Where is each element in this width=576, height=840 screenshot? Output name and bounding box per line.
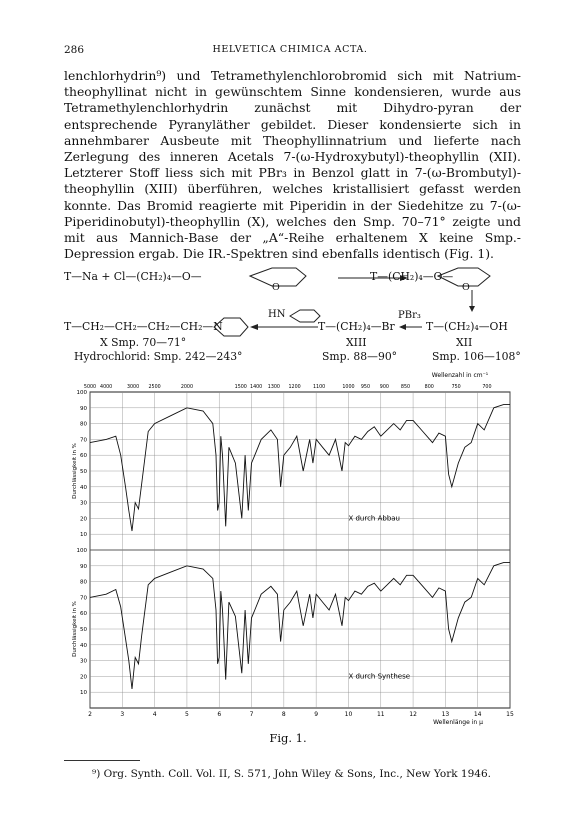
y-tick-label: 60 (80, 453, 87, 460)
x-tick-label: 12 (409, 711, 417, 718)
xiii-formula: T—(CH₂)₄—Br (318, 320, 395, 333)
body-text (64, 68, 521, 262)
chart-grid (90, 392, 510, 708)
piperidine-ring-small (290, 310, 320, 322)
x-formula: T—CH₂—CH₂—CH₂—CH₂—N (64, 320, 223, 333)
top-tick-label: 1300 (267, 385, 281, 390)
xii-label: XII (456, 336, 473, 349)
x-tick-label: 10 (344, 711, 353, 718)
x-tick-label: 14 (473, 711, 482, 718)
y-tick-label: 20 (80, 674, 87, 681)
y-tick-label: 70 (80, 437, 87, 444)
xii-mp: Smp. 106—108° (432, 350, 521, 363)
journal-title: HELVETICA CHIMICA ACTA. (212, 44, 368, 55)
figure-caption: Fig. 1. (269, 731, 307, 745)
x-tick-label: 13 (441, 711, 450, 718)
chart-ticks (77, 384, 514, 718)
top-tick-label: 1100 (312, 385, 326, 390)
y-tick-label: 10 (80, 690, 87, 697)
x-tick-label: 11 (376, 711, 385, 718)
x-label: X Smp. 70—71° (100, 336, 187, 349)
page-number: 286 (64, 44, 85, 56)
xii-formula: T—(CH₂)₄—OH (426, 320, 508, 333)
y-tick-label: 100 (76, 548, 87, 554)
reaction-scheme (60, 266, 530, 366)
top-tick-label: 2500 (148, 385, 161, 390)
chart-series (90, 405, 510, 689)
y-axis-label: Durchlässigkeit in % (72, 601, 78, 657)
top-tick-label: 850 (400, 385, 411, 390)
arrowhead-left-1 (250, 324, 258, 330)
x-tick-label: 8 (281, 711, 286, 718)
xiii-mp: Smp. 88—90° (322, 350, 398, 363)
y-tick-label: 60 (80, 611, 87, 618)
y-tick-label: 30 (80, 658, 87, 665)
y-tick-label: 10 (80, 532, 87, 539)
y-tick-label: 50 (80, 469, 87, 475)
footnote-rule (64, 760, 140, 761)
top-tick-label: 1000 (342, 385, 355, 390)
y-tick-label: 50 (80, 627, 87, 633)
product-top-formula: T—(CH₂)₄—O— (370, 270, 454, 283)
y-tick-label: 40 (80, 642, 87, 649)
top-tick-label: 750 (451, 385, 461, 390)
panel-label: X durch Abbau (348, 514, 401, 523)
top-tick-label: 1500 (234, 385, 247, 390)
top-tick-label: 800 (424, 385, 434, 390)
paragraph: lenchlorhydrin⁹) und Tetramethylenchlorobromid sich mit Natrium-theophyllinat nicht in gewünschtem Sinne kondensieren, wurde aus Tetramethylenchlorhydrin zunächst mit Dihydro-pyran der entsprechende Pyranyläther gebildet. Dieser kondensierte sich in annehmbarer Ausbeute mit Theophyllinnatrium und lieferte nach Zerlegung des inneren Acetals 7-(ω-Hydroxybutyl)-theophyllin (XII). Letzterer Stoff liess sich mit PBr₃ in Benzol glatt in 7-(ω-Brombutyl)-theophyllin (XIII) überführen, welches kristallisiert gefasst werden konnte. Das Bromid reagierte mit Piperidin in der Siedehitze zu 7-(ω-Piperidinobutyl)-theophyllin (X), welches den Smp. 70–71° zeigte und mit aus Mannich-Base der „A“-Reihe erhaltenem X keine Smp.-Depression ergab. Die IR.-Spektren sind ebenfalls identisch (Fig. 1). (64, 68, 521, 262)
x-tick-label: 5 (185, 711, 189, 718)
xiii-label: XIII (346, 336, 367, 349)
y-tick-label: 70 (80, 595, 87, 602)
x-hydrochloride: Hydrochlorid: Smp. 242—243° (74, 350, 243, 363)
top-axis-label: Wellenzahl in cm⁻¹ (431, 372, 489, 379)
x-tick-label: 9 (314, 711, 319, 718)
top-tick-label: 1200 (288, 385, 301, 390)
top-tick-label: 950 (360, 385, 371, 390)
piperidine-label: HN (268, 309, 286, 320)
ir-spectra-figure (70, 368, 522, 728)
y-tick-label: 80 (80, 579, 87, 586)
ring-oxygen-right: O (462, 282, 470, 293)
top-tick-label: 4000 (100, 385, 113, 390)
top-tick-label: 1400 (250, 385, 263, 390)
y-tick-label: 80 (80, 421, 87, 428)
top-tick-label: 2000 (180, 385, 194, 390)
y-tick-label: 100 (76, 390, 87, 396)
bottom-axis-label: Wellenlänge in μ (433, 719, 483, 726)
panel-label: X durch Synthese (348, 672, 411, 681)
x-tick-label: 2 (88, 711, 92, 718)
x-tick-label: 6 (217, 711, 222, 718)
running-header (64, 44, 516, 58)
pbr3-label: PBr₃ (398, 310, 421, 321)
y-tick-label: 40 (80, 484, 87, 491)
footnote: ⁹) Org. Synth. Coll. Vol. II, S. 571, John Wiley & Sons, Inc., New York 1946. (92, 768, 491, 780)
y-tick-label: 90 (80, 563, 87, 570)
y-tick-label: 30 (80, 500, 87, 507)
y-tick-label: 20 (80, 516, 87, 523)
top-tick-label: 5000 (83, 385, 97, 390)
top-tick-label: 3000 (126, 385, 140, 390)
y-tick-label: 90 (80, 405, 87, 412)
top-tick-label: 900 (379, 385, 389, 390)
ring-oxygen-left: O (272, 282, 280, 293)
y-axis-label: Durchlässigkeit in % (72, 443, 78, 499)
top-tick-label: 700 (482, 385, 492, 390)
arrowhead-down (469, 306, 475, 312)
reactant-formula: T—Na + Cl—(CH₂)₄—O— (64, 270, 202, 283)
x-tick-label: 4 (152, 711, 157, 718)
x-tick-label: 3 (120, 711, 125, 718)
arrowhead-left-2 (399, 324, 406, 330)
x-tick-label: 7 (249, 711, 254, 718)
x-tick-label: 15 (506, 711, 514, 718)
